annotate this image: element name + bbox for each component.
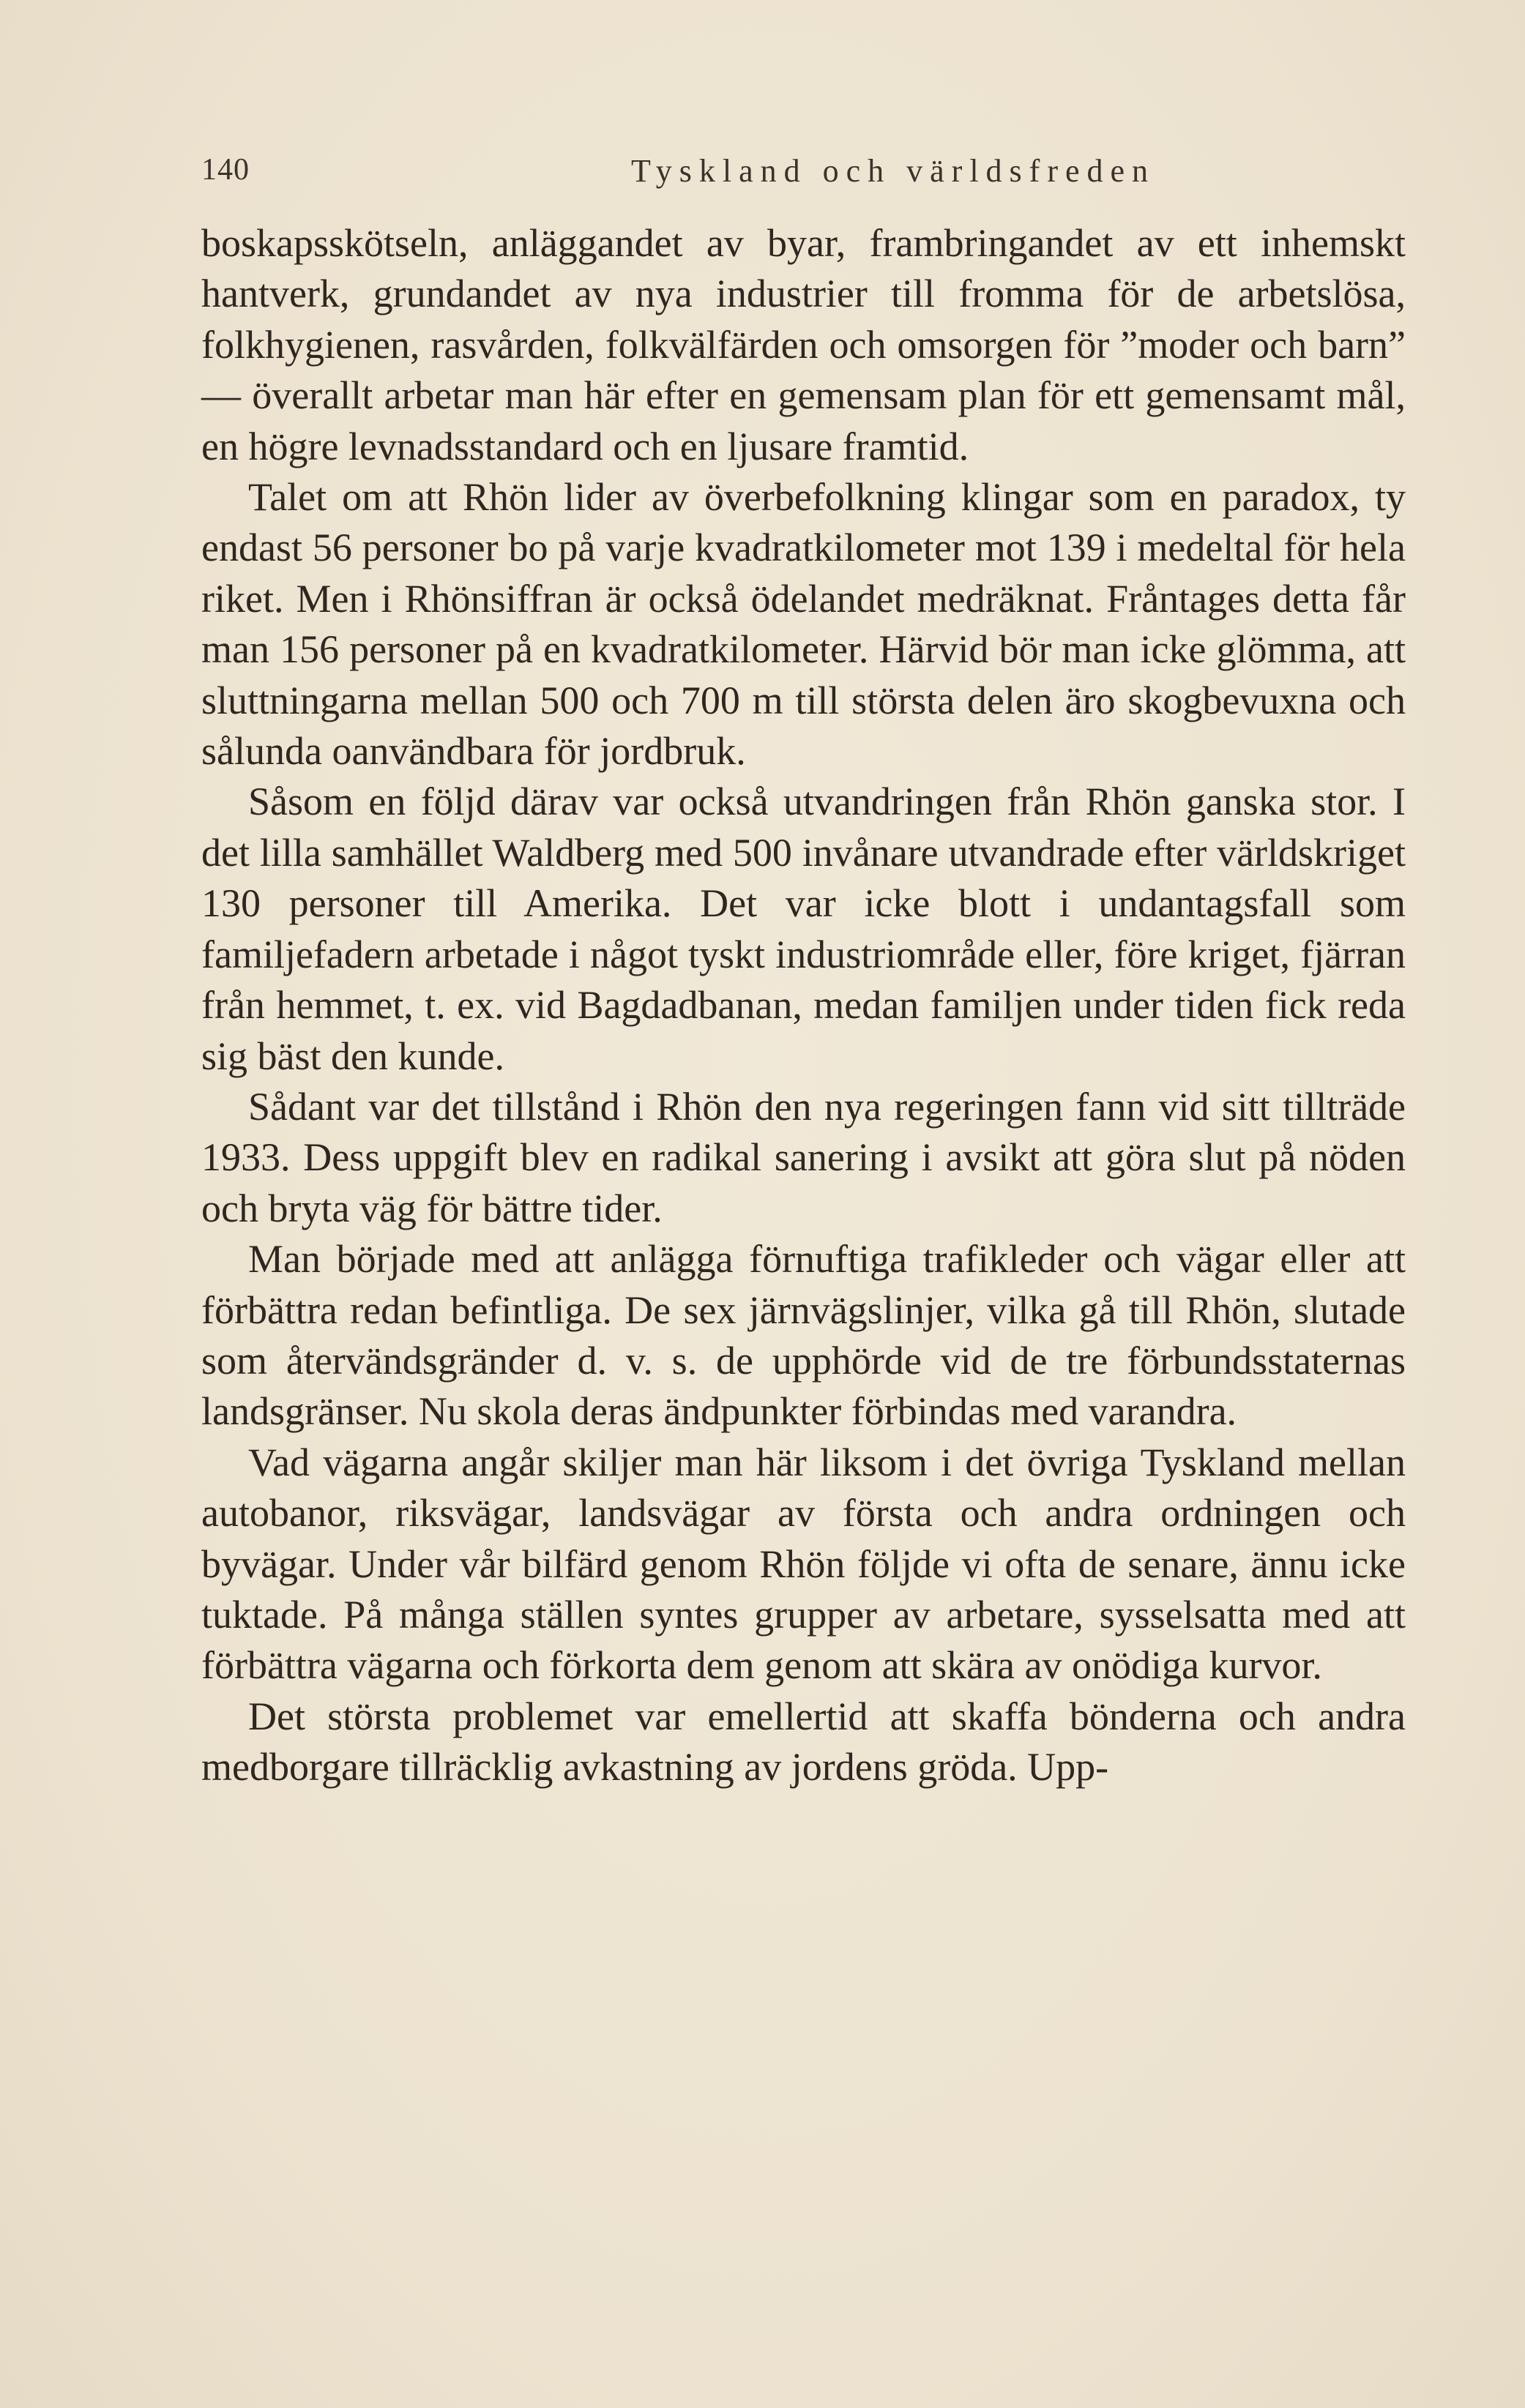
body-text — [201, 218, 1406, 1793]
paragraph: Vad vägarna angår skiljer man här liksom i det övriga Tyskland mellan autobanor, riksvägar, landsvägar av första och andra ordningen och byvägar. Under vår bilfärd genom Rhön följde vi ofta de senare, ännu icke tuktade. På många ställen syntes grupper av arbetare, sysselsatta med att förbättra vägarna och förkorta dem genom att skära av onödiga kurvor. — [201, 1440, 1406, 1688]
page-number: 140 — [201, 153, 250, 187]
running-title: Tyskland och världsfreden — [630, 153, 1156, 189]
paragraph: Man började med att anlägga förnuftiga trafikleder och vägar eller att förbättra redan befintliga. De sex järnvägslinjer, vilka gå till Rhön, slutade som återvändsgränder d. v. s. de upphörde vid de tre förbundsstaternas landsgränser. Nu skola deras ändpunkter förbindas med varandra. — [201, 1237, 1406, 1434]
paragraph: Sådant var det tillstånd i Rhön den nya regeringen fann vid sitt tillträde 1933. Dess uppgift blev en radikal sanering i avsikt att göra slut på nöden och bryta väg för bättre tider. — [201, 1084, 1406, 1230]
paragraph: Talet om att Rhön lider av överbefolkning klingar som en paradox, ty endast 56 personer bo på varje kvadratkilometer mot 139 i medeltal för hela riket. Men i Rhönsiffran är också ödelandet medräknat. Fråntages detta får man 156 personer på en kvadratkilometer. Härvid bör man icke glömma, att sluttningarna mellan 500 och 700 m till största delen äro skogbevuxna och sålunda oanvändbara för jordbruk. — [201, 475, 1406, 774]
paragraph: Det största problemet var emellertid att skaffa bönderna och andra medborgare tillräcklig avkastning av jordens gröda. Upp- — [201, 1694, 1406, 1790]
paragraph: boskapsskötseln, anläggandet av byar, frambringandet av ett inhemskt hantverk, grundandet av nya industrier till fromma för de arbetslösa, folkhygienen, rasvården, folkvälfärden och omsorgen för ”moder och barn” — överallt arbetar man här efter en gemensam plan för ett gemensamt mål, en högre levnadsstandard och en ljusare framtid. — [201, 221, 1406, 468]
paragraph: Såsom en följd därav var också utvandringen från Rhön ganska stor. I det lilla samhället Waldberg med 500 invånare utvandrade efter världskriget 130 personer till Amerika. Det var icke blott i undantagsfall som familjefadern arbetade i något tyskt industriområde eller, före kriget, fjärran från hemmet, t. ex. vid Bagdadbanan, medan familjen under tiden fick reda sig bäst den kunde. — [201, 779, 1406, 1078]
page-header — [201, 152, 1406, 196]
